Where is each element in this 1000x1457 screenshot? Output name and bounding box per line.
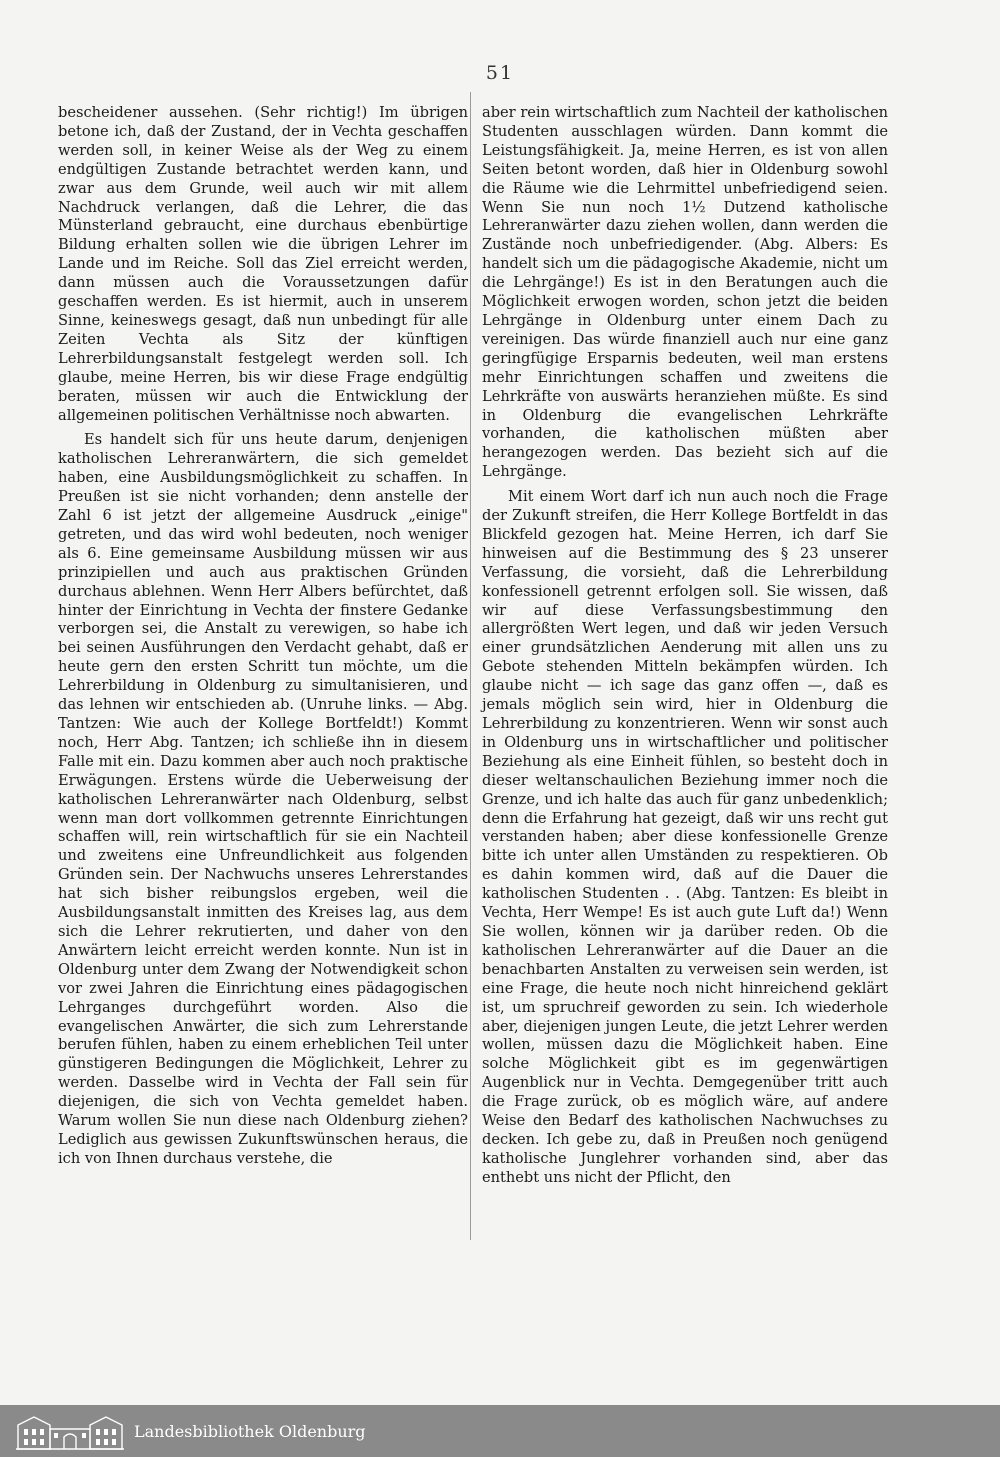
column-divider bbox=[470, 92, 471, 1240]
text-column-left bbox=[58, 104, 468, 1169]
footer-bar bbox=[0, 1405, 1000, 1457]
text-column-right bbox=[482, 104, 888, 1188]
paragraph: Mit einem Wort darf ich nun auch noch die Frage der Zukunft streifen, die Herr Kollege Bortfeldt in das Blickfeld gezogen hat. Meine Herren, ich darf Sie hinweisen auf die Bestimmung des § 23 unserer Verfassung, die vorsieht, daß die Lehrerbildung konfessionell getrennt erfolgen soll. Sie wissen, daß wir auf diese Verfassungsbestimmung den allergrößten Wert legen, und daß wir jeden Versuch einer grundsätzlichen Aenderung mit allen uns zu Gebote stehenden Mitteln bekämpfen würden. Ich glaube nicht — ich sage das ganz offen —, daß es jemals möglich sein wird, hier in Oldenburg die Lehrerbildung zu konzentrieren. Wenn wir sonst auch in Oldenburg uns in wirtschaftlicher und politischer Beziehung als eine Einheit fühlen, so besteht doch in dieser weltanschaulichen Beziehung immer noch die Grenze, und ich halte das auch für ganz unbedenklich; denn die Erfahrung hat gezeigt, daß wir uns recht gut verstanden haben; aber diese konfessionelle Grenze bitte ich unter allen Umständen zu respektieren. Ob es dahin kommen wird, daß auf die Dauer die katholischen Studenten . . (Abg. Tantzen: Es bleibt in Vechta, Herr Wempe! Es ist auch gute Luft da!) Wenn Sie wollen, können wir ja darüber reden. Ob die katholischen Lehreranwärter auf die Dauer an die benachbarten Anstalten zu verweisen sein werden, ist eine Frage, die heute noch nicht hinreichend geklärt ist, um spruchreif geworden zu sein. Ich wiederhole aber, diejenigen jungen Leute, die jetzt Lehrer werden wollen, müssen dazu die Möglichkeit haben. Eine solche Möglichkeit gibt es im gegenwärtigen Augenblick nur in Vechta. Demgegenüber tritt auch die Frage zurück, ob es möglich wäre, auf andere Weise den Bedarf des katholischen Nachwuchses zu decken. Ich gebe zu, daß in Preußen noch genügend katholische Junglehrer vorhanden sind, aber das enthebt uns nicht der Pflicht, den bbox=[482, 488, 888, 1186]
library-building-icon bbox=[14, 1411, 126, 1451]
paragraph: bescheidener aussehen. (Sehr richtig!) Im übrigen betone ich, daß der Zustand, der in Vechta geschaffen werden soll, in keiner Weise als der Weg zu einem endgültigen Zustande betrachtet werden kann, und zwar aus dem Grunde, weil auch wir mit allem Nachdruck verlangen, daß die Lehrer, die das Münsterland gebraucht, eine durchaus ebenbürtige Bildung erhalten sollen wie die übrigen Lehrer im Lande und im Reiche. Soll das Ziel erreicht werden, dann müssen auch die Voraussetzungen dafür geschaffen werden. Es ist hiermit, auch in unserem Sinne, keineswegs gesagt, daß nun unbedingt für alle Zeiten Vechta als Sitz der künftigen Lehrerbildungsanstalt festgelegt werden soll. Ich glaube, meine Herren, bis wir diese Frage endgültig beraten, müssen wir auch die Entwicklung der allgemeinen politischen Verhältnisse noch abwarten. bbox=[58, 104, 468, 424]
page-number: 51 bbox=[485, 62, 515, 84]
library-name: Landesbibliothek Oldenburg bbox=[134, 1421, 366, 1441]
paragraph: Es handelt sich für uns heute darum, denjenigen katholischen Lehreranwärtern, die sich gemeldet haben, eine Ausbildungsmöglichkeit zu schaffen. In Preußen ist sie nicht vorhanden; denn anstelle der Zahl 6 ist jetzt der allgemeine Ausdruck „einige" getreten, und das wird wohl bedeuten, noch weniger als 6. Eine gemeinsame Ausbildung müssen wir aus prinzipiellen und auch aus praktischen Gründen durchaus ablehnen. Wenn Herr Albers befürchtet, daß hinter der Einrichtung in Vechta der finstere Gedanke verborgen sei, die Anstalt zu verewigen, so habe ich bei seinen Ausführungen den Verdacht gehabt, daß er heute gern den ersten Schritt tun möchte, um die Lehrerbildung in Oldenburg zu simultanisieren, und das lehnen wir entschieden ab. (Unruhe links. — Abg. Tantzen: Wie auch der Kollege Bortfeldt!) Kommt noch, Herr Abg. Tantzen; ich schließe ihn in diesem Falle mit ein. Dazu kommen aber auch noch praktische Erwägungen. Erstens würde die Ueberweisung der katholischen Lehreranwärter nach Oldenburg, selbst wenn man dort vollkommen getrennte Einrichtungen schaffen will, rein wirtschaftlich für sie ein Nachteil und zweitens eine Unfreundlichkeit aus folgenden Gründen sein. Der Nachwuchs unseres Lehrerstandes hat sich bisher reibungslos ergeben, weil die Ausbildungsanstalt inmitten des Kreises lag, aus dem sich die Lehrer rekrutierten, und daher von den Anwärtern leicht erreicht werden konnte. Nun ist in Oldenburg unter dem Zwang der Notwendigkeit schon vor zwei Jahren die Einrichtung eines pädagogischen Lehrganges durchgeführt worden. Also die evangelischen Anwärter, die sich zum Lehrerstande berufen fühlen, haben zu einem erheblichen Teil unter günstigeren Bedingungen die Möglichkeit, Lehrer zu werden. Dasselbe wird in Vechta der Fall sein für diejenigen, die sich von Vechta gemeldet haben. Warum wollen Sie nun diese nach Oldenburg ziehen? Lediglich aus gewissen Zukunftswünschen heraus, die ich von Ihnen durchaus verstehe, die bbox=[58, 431, 468, 1167]
paragraph: aber rein wirtschaftlich zum Nachteil der katholischen Studenten ausschlagen würden. Dann kommt die Leistungsfähigkeit. Ja, meine Herren, es ist von allen Seiten betont worden, daß hier in Oldenburg sowohl die Räume wie die Lehrmittel unbefriedigend seien. Wenn Sie nun noch 1½ Dutzend katholische Lehreranwärter dazu ziehen wollen, dann werden die Zustände noch unbefriedigender. (Abg. Albers: Es handelt sich um die pädagogische Akademie, nicht um die Lehrgänge!) Es ist in den Beratungen auch die Möglichkeit erwogen worden, schon jetzt die beiden Lehrgänge in Oldenburg unter einem Dach zu vereinigen. Das würde finanziell auch nur eine ganz geringfügige Ersparnis bedeuten, weil man erstens mehr Einrichtungen schaffen und zweitens die Lehrkräfte von auswärts heranziehen müßte. Es sind in Oldenburg die evangelischen Lehrkräfte vorhanden, die katholischen müßten aber herangezogen werden. Das bezieht sich auf die Lehrgänge. bbox=[482, 104, 888, 481]
